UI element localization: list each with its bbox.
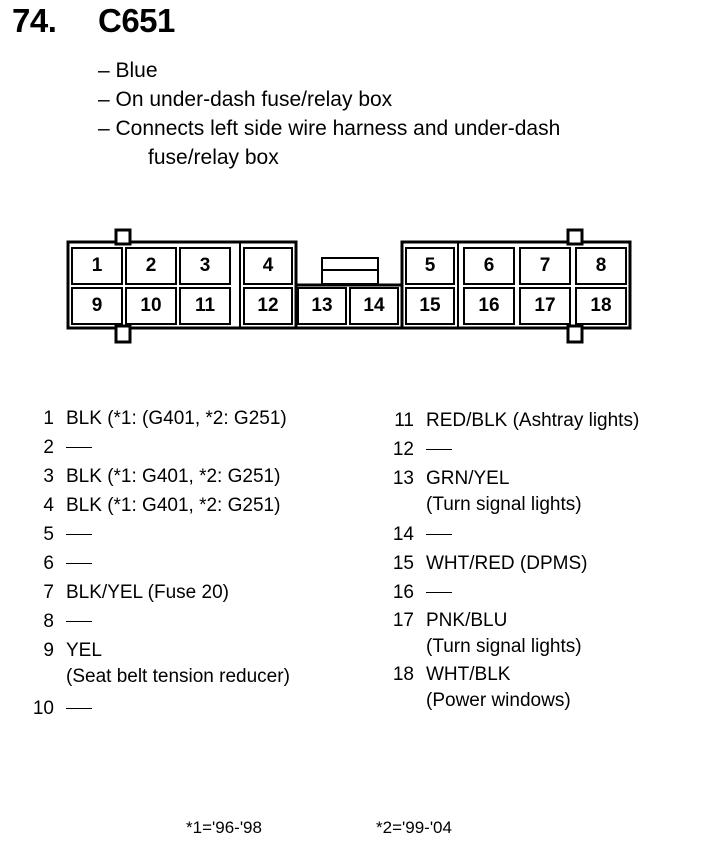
pin-wire: PNK/BLU xyxy=(426,610,508,631)
cell-13: 13 xyxy=(311,295,333,316)
latch-bottom-right xyxy=(568,326,582,342)
pin-number: 5 xyxy=(43,524,54,545)
pin-number: 1 xyxy=(43,408,54,429)
cell-16: 16 xyxy=(478,295,500,316)
connector-number: 74. xyxy=(12,2,57,39)
pin-wire: BLK (*1: G401, *2: G251) xyxy=(66,466,281,487)
connector-code: C651 xyxy=(98,2,175,39)
pin-wire: BLK/YEL (Fuse 20) xyxy=(66,582,229,603)
pin-unused-dash xyxy=(426,582,452,604)
pin-unused-dash xyxy=(426,524,452,546)
cell-1: 1 xyxy=(91,255,103,276)
pin-unused-dash xyxy=(426,439,452,461)
note-connects: – Connects left side wire harness and under-dash xyxy=(98,117,561,140)
note-color: – Blue xyxy=(98,59,158,82)
pin-number: 9 xyxy=(43,640,54,661)
pin-unused-dash xyxy=(66,437,92,459)
pin-number: 4 xyxy=(43,495,54,516)
note-location: – On under-dash fuse/relay box xyxy=(98,88,393,111)
pin-number: 8 xyxy=(43,611,54,632)
pin-number: 10 xyxy=(32,698,54,719)
pin-number: 11 xyxy=(394,410,414,431)
latch-top-left xyxy=(116,230,130,244)
pin-number: 14 xyxy=(392,524,414,545)
pin-number: 2 xyxy=(43,437,54,458)
footnote-2: *2='99-'04 xyxy=(376,818,452,837)
cell-2: 2 xyxy=(145,255,157,276)
cell-9: 9 xyxy=(91,295,103,316)
pin-wire: WHT/RED (DPMS) xyxy=(426,553,588,574)
pin-number: 6 xyxy=(43,553,54,574)
pin-note: (Turn signal lights) xyxy=(426,636,582,657)
pin-unused-dash xyxy=(66,553,92,575)
pin-number: 7 xyxy=(43,582,54,603)
pin-wire: GRN/YEL xyxy=(426,468,510,489)
pin-number: 13 xyxy=(392,468,414,489)
latch-bottom-left xyxy=(116,326,130,342)
cell-15: 15 xyxy=(419,295,441,316)
pin-note: (Power windows) xyxy=(426,690,571,711)
cell-6: 6 xyxy=(483,255,495,276)
cell-8: 8 xyxy=(595,255,607,276)
pin-number: 15 xyxy=(392,553,414,574)
pin-unused-dash xyxy=(66,611,92,633)
latch-top-right xyxy=(568,230,582,244)
connector-notes xyxy=(98,56,560,172)
cell-10: 10 xyxy=(140,295,162,316)
cell-7: 7 xyxy=(539,255,551,276)
cell-5: 5 xyxy=(424,255,436,276)
pin-unused-dash xyxy=(66,524,92,546)
cell-14: 14 xyxy=(363,295,385,316)
cell-12: 12 xyxy=(257,295,279,316)
pin-wire: YEL xyxy=(66,640,102,661)
footnote-1: *1='96-'98 xyxy=(186,818,262,837)
cell-18: 18 xyxy=(590,295,612,316)
pin-number: 18 xyxy=(392,664,414,685)
pin-wire: RED/BLK (Ashtray lights) xyxy=(426,410,640,431)
pin-wire: BLK (*1: (G401, *2: G251) xyxy=(66,408,287,429)
pin-unused-dash xyxy=(66,698,92,720)
pin-note: (Turn signal lights) xyxy=(426,494,582,515)
pin-number: 16 xyxy=(392,582,414,603)
pin-number: 12 xyxy=(392,439,414,460)
cell-17: 17 xyxy=(534,295,556,316)
pin-wire: WHT/BLK xyxy=(426,664,511,685)
center-key xyxy=(322,258,378,284)
cell-4: 4 xyxy=(262,255,274,276)
cell-11: 11 xyxy=(194,295,216,316)
pin-number: 17 xyxy=(392,610,414,631)
pin-number: 3 xyxy=(43,466,54,487)
pin-wire: BLK (*1: G401, *2: G251) xyxy=(66,495,281,516)
cell-3: 3 xyxy=(199,255,211,276)
pin-note: (Seat belt tension reducer) xyxy=(66,666,290,687)
note-connects-cont: fuse/relay box xyxy=(148,146,279,169)
